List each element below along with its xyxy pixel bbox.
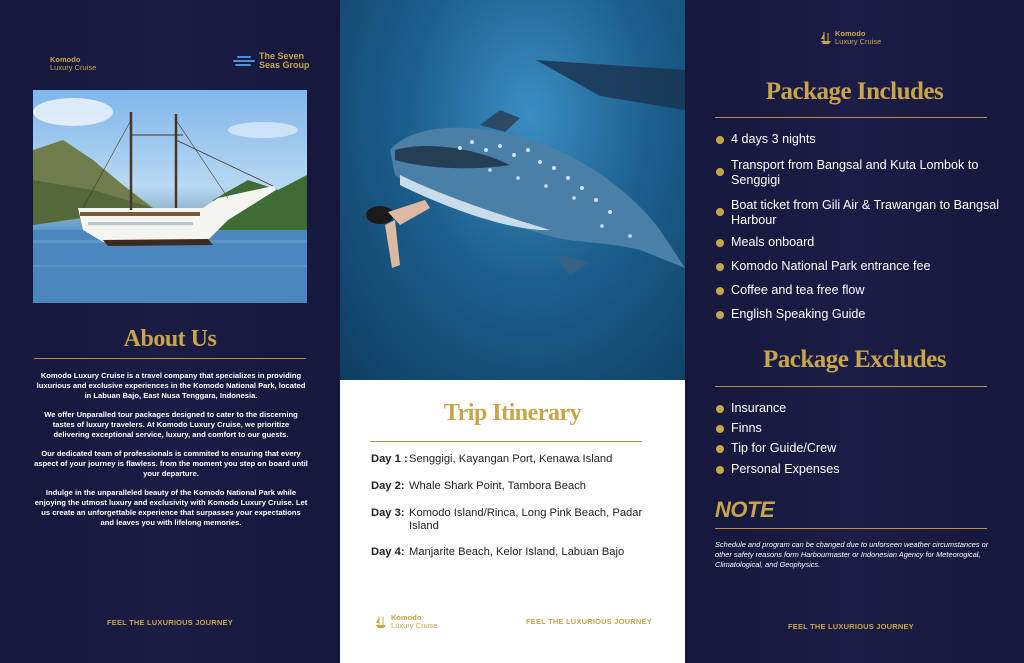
list-item: Transport from Bangsal and Kuta Lombok to Senggigi: [731, 158, 1006, 188]
list-item: Insurance: [731, 401, 1006, 416]
bullet-icon: [716, 136, 724, 144]
bullet-icon: [716, 445, 724, 453]
waves-icon: [233, 54, 255, 68]
about-divider: [34, 358, 306, 359]
list-item: Personal Expenses: [731, 462, 1006, 477]
brand-logo: Komodo Luxury Cruise: [820, 30, 881, 46]
brand-logo: Komodo Luxury Cruise: [375, 614, 437, 630]
day-text: Komodo Island/Rinca, Long Pink Beach, Padar Island: [409, 507, 643, 532]
excludes-divider: [715, 386, 987, 387]
list-item: English Speaking Guide: [731, 307, 1006, 322]
excludes-title: Package Excludes: [763, 346, 946, 373]
ship-icon: [375, 615, 387, 629]
list-item: 4 days 3 nights: [731, 132, 1006, 147]
day-label: Day 3:: [371, 507, 405, 519]
about-text: [34, 371, 308, 537]
list-item: Coffee and tea free flow: [731, 283, 1006, 298]
about-paragraph: Komodo Luxury Cruise is a travel company that specializes in providing luxurious and exclusive experiences in the Komodo National Park, located in Labuan Bajo, East Nusa Tenggara, Indonesia.: [36, 371, 306, 400]
partner-name-line2: Seas Group: [259, 60, 310, 70]
partner-name-line1: The Seven: [259, 51, 305, 61]
tagline: FEEL THE LUXURIOUS JOURNEY: [526, 617, 652, 626]
day-label: Day 1 :: [371, 453, 408, 465]
partner-logo: [233, 52, 311, 70]
list-item: Tip for Guide/Crew: [731, 441, 1006, 456]
bullet-icon: [716, 311, 724, 319]
note-divider: [715, 528, 987, 529]
day-label: Day 2:: [371, 480, 405, 492]
list-item: Boat ticket from Gili Air & Trawangan to Bangsal Harbour: [731, 198, 1006, 228]
ship-icon: [820, 31, 832, 45]
brand-logo: Komodo Luxury Cruise: [50, 55, 97, 72]
note-title: NOTE: [715, 497, 775, 522]
bullet-icon: [716, 239, 724, 247]
list-item: Finns: [731, 421, 1006, 436]
day-text: Senggigi, Kayangan Port, Kenawa Island: [409, 453, 613, 465]
day-label: Day 4:: [371, 546, 405, 558]
list-item: Meals onboard: [731, 235, 1006, 250]
itinerary-panel: [340, 0, 685, 663]
day-text: Whale Shark Point, Tambora Beach: [409, 480, 587, 492]
about-panel: [0, 0, 340, 663]
bullet-icon: [716, 425, 724, 433]
note-text: Schedule and program can be changed due to unforseen weather circumstances or other safety reasons form Harbourmaster or Indonesian Agency for Meteorogical, Climatological, and Geophysics.: [715, 540, 989, 569]
tagline: FEEL THE LUXURIOUS JOURNEY: [107, 618, 233, 627]
itinerary-title: Trip Itinerary: [443, 400, 582, 426]
includes-divider: [715, 117, 987, 118]
ship-photo: [33, 90, 307, 303]
list-item: Komodo National Park entrance fee: [731, 259, 1006, 274]
about-paragraph: We offer Unparalled tour packages designed to cater to the discerning tastes of luxury travelers. At Komodo Luxury Cruise, we prioritize delivering exceptional service, luxury, and comfort to our guests.: [44, 410, 298, 439]
tagline: FEEL THE LUXURIOUS JOURNEY: [788, 622, 914, 631]
day-text: Manjarite Beach, Kelor Island, Labuan Bajo: [409, 546, 625, 558]
bullet-icon: [716, 405, 724, 413]
bullet-icon: [716, 466, 724, 474]
whale-shark-photo: [340, 0, 685, 380]
about-paragraph: Our dedicated team of professionals is commited to ensuring that every aspect of your journey is flawless. from the moment you step on board until your departure.: [34, 449, 308, 478]
bullet-icon: [716, 287, 724, 295]
about-title: About Us: [123, 326, 217, 352]
bullet-icon: [716, 263, 724, 271]
bullet-icon: [716, 208, 724, 216]
about-paragraph: Indulge in the unparalleled beauty of the Komodo National Park while enjoying the utmost luxury and exclusivity with Komodo Luxury Cruise. Let us create an unforgettable experience that surpasses your expectations and leaves you with lifelong memories.: [34, 488, 308, 527]
includes-title: Package Includes: [765, 78, 944, 105]
bullet-icon: [716, 168, 724, 176]
itinerary-divider: [370, 441, 642, 442]
